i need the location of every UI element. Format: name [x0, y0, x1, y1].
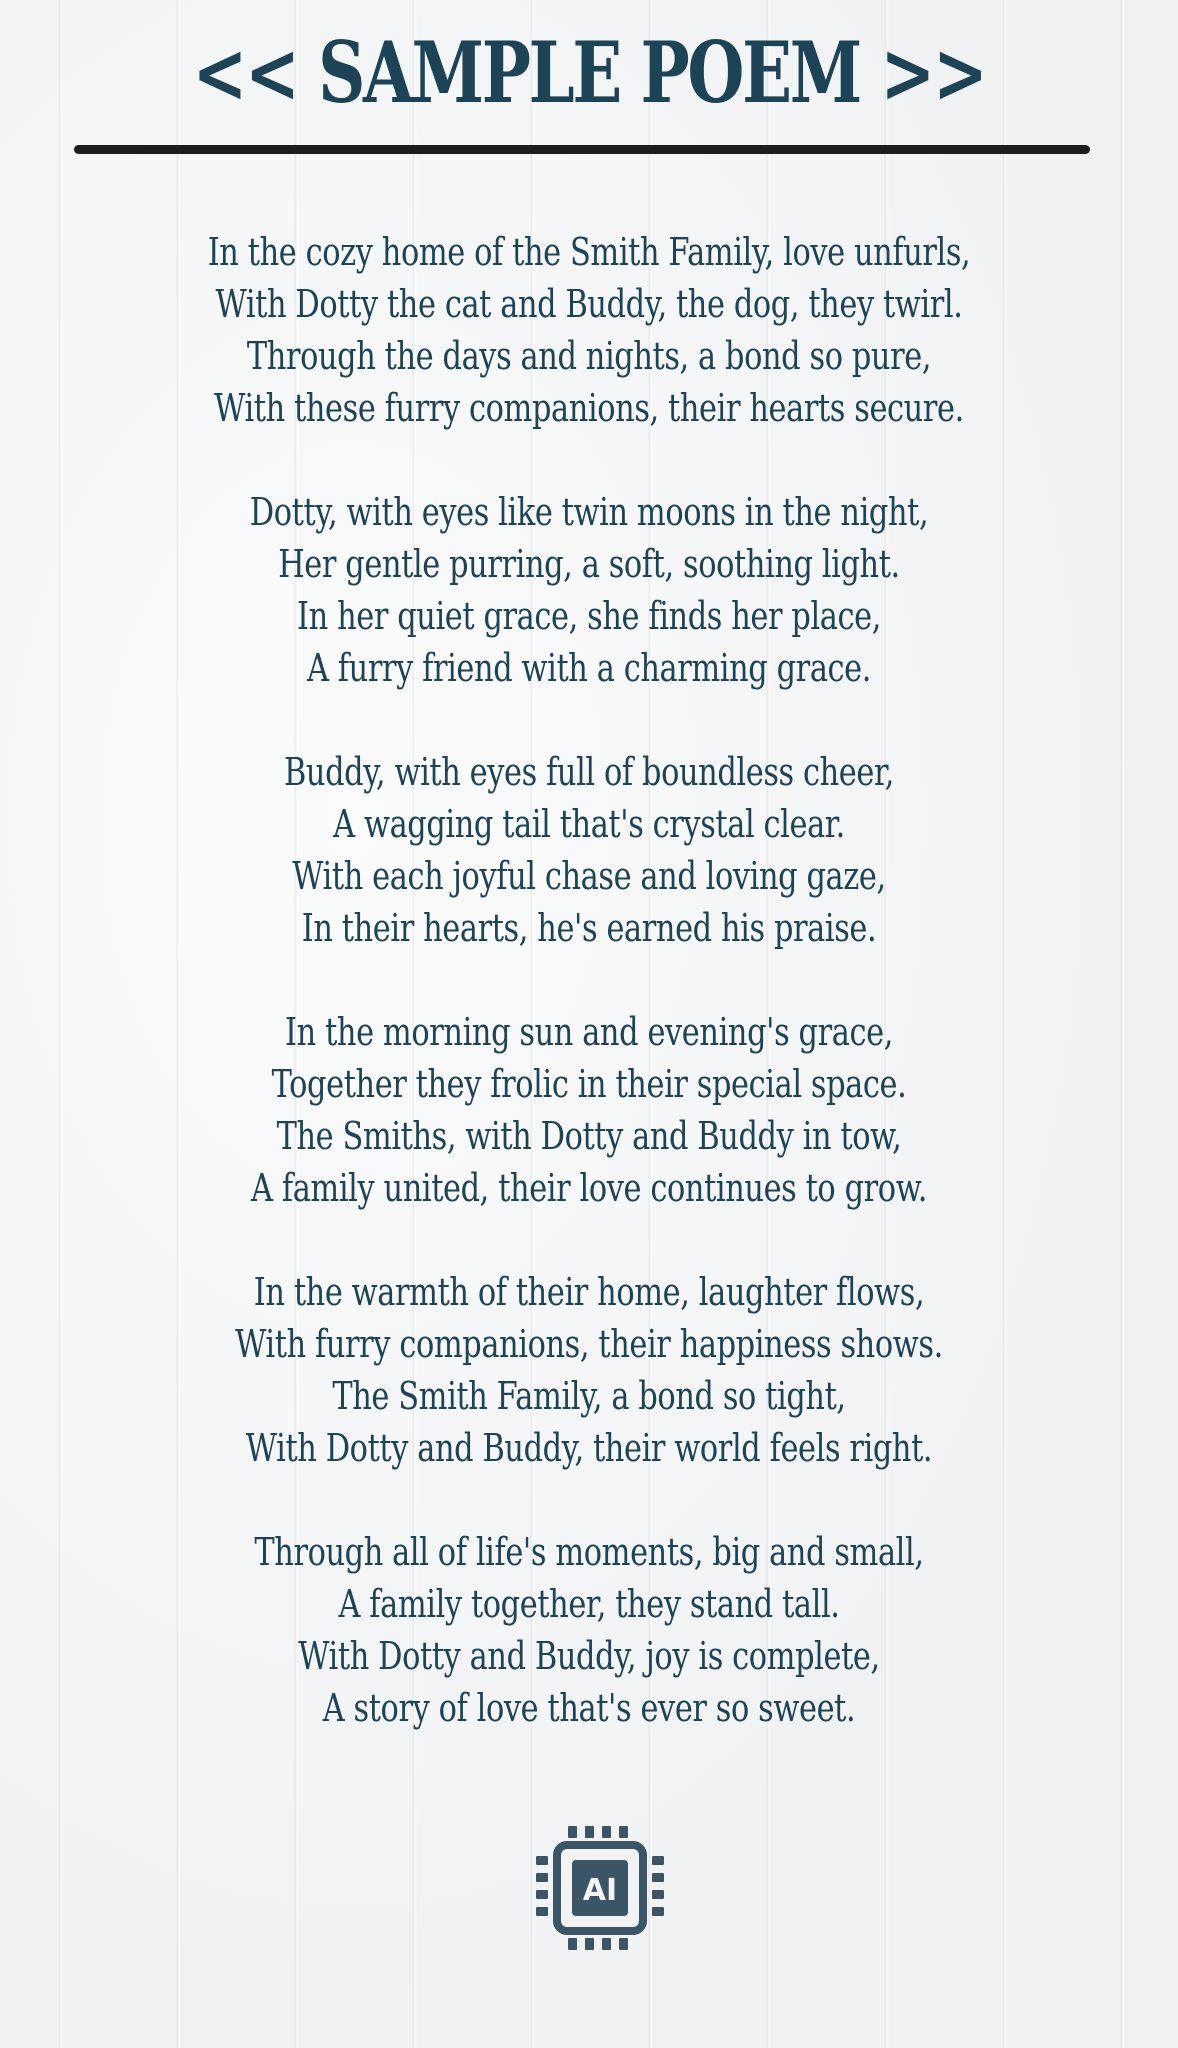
poem-line: With these furry companions, their hearts secure.: [214, 386, 964, 430]
title-divider: [74, 145, 1090, 154]
poem-line: With each joyful chase and loving gaze,: [292, 854, 886, 898]
stanza-4: [0, 1006, 1178, 1214]
poem-line: A family together, they stand tall.: [338, 1582, 840, 1626]
poem-line: With furry companions, their happiness shows.: [235, 1322, 943, 1366]
stanza-2: [0, 486, 1178, 694]
poem-line: The Smiths, with Dotty and Buddy in tow,: [276, 1114, 902, 1158]
stanza-5: [0, 1266, 1178, 1474]
poem-line: With Dotty the cat and Buddy, the dog, they twirl.: [215, 282, 963, 326]
poem-line: Through the days and nights, a bond so pure,: [246, 334, 932, 378]
poem-line: Dotty, with eyes like twin moons in the night,: [249, 490, 929, 534]
poem-line: In the warmth of their home, laughter flows,: [253, 1270, 925, 1314]
stanza-1: [0, 226, 1178, 434]
poem-line: A wagging tail that's crystal clear.: [333, 802, 845, 846]
logo-label: AI: [582, 1873, 618, 1908]
poem-line: With Dotty and Buddy, their world feels right.: [245, 1426, 933, 1470]
stanza-3: [0, 746, 1178, 954]
poem-line: The Smith Family, a bond so tight,: [332, 1374, 846, 1418]
poem-line: In the cozy home of the Smith Family, love unfurls,: [207, 230, 971, 274]
ai-chip-icon: [530, 1818, 670, 1958]
poem-line: A furry friend with a charming grace.: [306, 646, 872, 690]
poem-line: Buddy, with eyes full of boundless cheer,: [283, 750, 895, 794]
poem-line: A family united, their love continues to grow.: [251, 1166, 927, 1210]
poem-line: A story of love that's ever so sweet.: [322, 1686, 856, 1730]
poem-line: Together they frolic in their special space.: [271, 1062, 907, 1106]
stanza-6: [0, 1526, 1178, 1734]
poem-line: In the morning sun and evening's grace,: [285, 1010, 893, 1054]
poem-body: [0, 226, 1178, 1786]
poem-line: In their hearts, he's earned his praise.: [301, 906, 877, 950]
poem-line: Her gentle purring, a soft, soothing light.: [278, 542, 900, 586]
poem-line: With Dotty and Buddy, joy is complete,: [298, 1634, 880, 1678]
page-title: << SAMPLE POEM >>: [192, 23, 986, 122]
poem-line: Through all of life's moments, big and small,: [254, 1530, 924, 1574]
poem-line: In her quiet grace, she finds her place,: [297, 594, 881, 638]
